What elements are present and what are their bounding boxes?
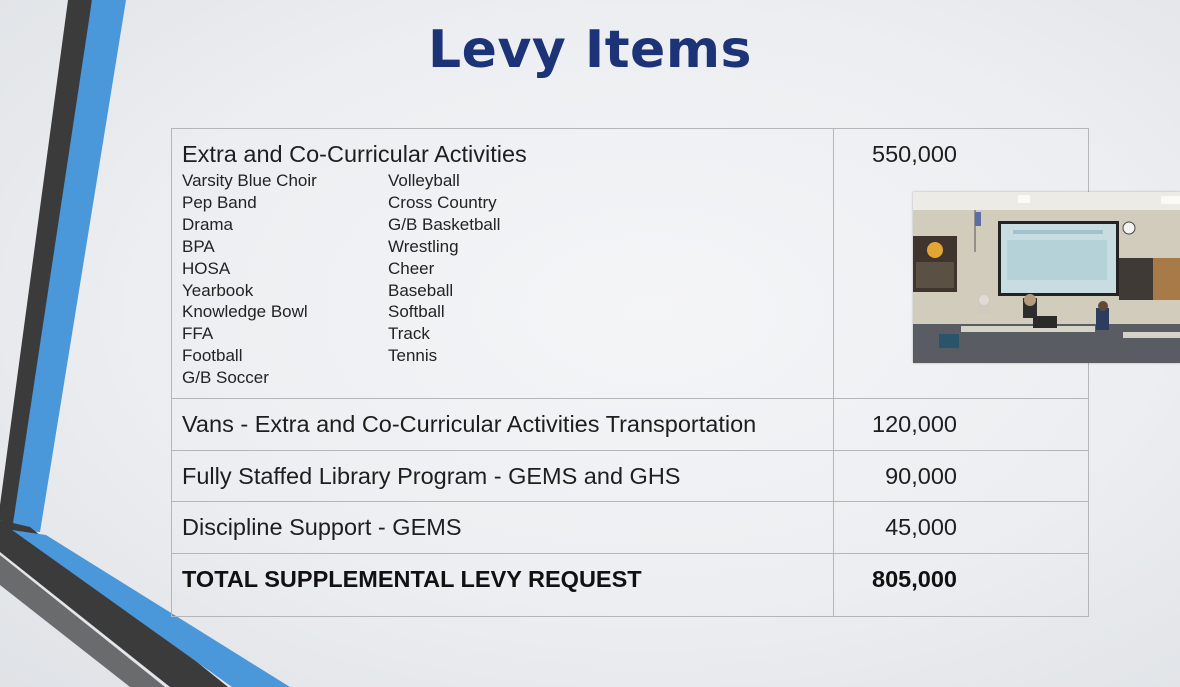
list-item: Varsity Blue Choir [182,171,317,190]
list-item: Drama [182,214,234,234]
table-row [172,450,1088,501]
list-item: Football [182,346,243,366]
list-item: Softball [388,302,445,322]
list-item: BPA [182,236,215,256]
list-item: Tennis [388,346,438,366]
list-item: HOSA [182,258,231,278]
list-item: G/B Soccer [182,368,269,388]
list-item: Yearbook [182,280,254,300]
list-item: Volleyball [388,171,460,190]
list-item: FFA [182,324,214,344]
row-amount: 120,000 [872,411,957,437]
meeting-video-inset [913,192,1180,363]
list-item: Wrestling [388,236,459,256]
activities-list-left [182,170,317,389]
table-row-total [172,553,1088,616]
list-item: Baseball [388,280,454,300]
activities-list-right [388,170,500,367]
list-item: Track [388,324,430,344]
row-label: Extra and Co-Curricular Activities [182,141,527,167]
list-item: G/B Basketball [388,214,501,234]
list-item: Knowledge Bowl [182,302,308,322]
list-item: Cross Country [388,192,497,212]
total-label: TOTAL SUPPLEMENTAL LEVY REQUEST [182,566,642,592]
list-item: Cheer [388,258,435,278]
slide-title: Levy Items [428,20,752,80]
row-amount: 550,000 [872,141,957,167]
row-label: Fully Staffed Library Program - GEMS and GHS [182,463,681,489]
list-item: Pep Band [182,192,257,212]
total-amount: 805,000 [872,566,957,592]
row-label: Vans - Extra and Co-Curricular Activities Transportation [182,411,757,437]
row-amount: 90,000 [885,463,957,489]
row-label: Discipline Support - GEMS [182,514,462,540]
table-row [172,398,1088,450]
row-amount: 45,000 [885,514,957,540]
table-row [172,501,1088,553]
